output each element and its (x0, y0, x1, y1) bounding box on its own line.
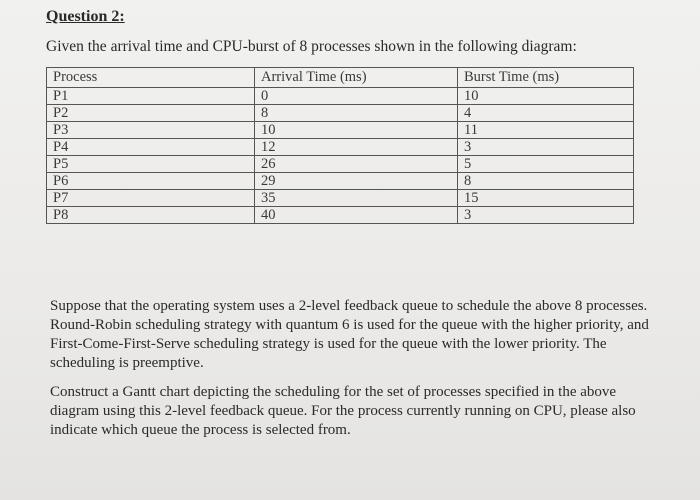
table-row (47, 173, 634, 190)
table-row (47, 207, 634, 224)
cell-process: P2 (47, 105, 255, 122)
table-row (47, 190, 634, 207)
header-burst-time: Burst Time (ms) (458, 68, 634, 88)
cell-process: P1 (47, 88, 255, 105)
cell-process: P8 (47, 207, 255, 224)
table-row (47, 156, 634, 173)
table-row (47, 88, 634, 105)
cell-process: P5 (47, 156, 255, 173)
table-row (47, 105, 634, 122)
cell-process: P4 (47, 139, 255, 156)
cell-arrival: 12 (255, 139, 458, 156)
cell-burst: 3 (458, 207, 634, 224)
header-process: Process (47, 68, 255, 88)
table-row (47, 139, 634, 156)
cell-arrival: 26 (255, 156, 458, 173)
cell-burst: 8 (458, 173, 634, 190)
cell-arrival: 8 (255, 105, 458, 122)
table-row (47, 122, 634, 139)
cell-burst: 11 (458, 122, 634, 139)
question-heading: Question 2: (46, 8, 125, 25)
cell-process: P6 (47, 173, 255, 190)
scheduling-description: Suppose that the operating system uses a 2-level feedback queue to schedule the above 8 processes. Round-Robin scheduling strategy with quantum 6 is used for the queue with the higher priority, and First-Come-First-Serve scheduling strategy is used for the queue with the lower priority. The scheduling is preemptive. (50, 298, 649, 371)
cell-burst: 5 (458, 156, 634, 173)
header-arrival-time: Arrival Time (ms) (255, 68, 458, 88)
task-instruction: Construct a Gantt chart depicting the scheduling for the set of processes specified in the above diagram using this 2-level feedback queue. For the process currently running on CPU, please also indicate which queue the process is selected from. (50, 384, 636, 438)
cell-arrival: 40 (255, 207, 458, 224)
cell-burst: 4 (458, 105, 634, 122)
cell-arrival: 35 (255, 190, 458, 207)
cell-burst: 10 (458, 88, 634, 105)
cell-process: P3 (47, 122, 255, 139)
cell-burst: 15 (458, 190, 634, 207)
table-header-row (47, 68, 634, 88)
intro-text: Given the arrival time and CPU-burst of 8 processes shown in the following diagram: (46, 38, 577, 55)
cell-process: P7 (47, 190, 255, 207)
process-table (46, 67, 634, 224)
cell-burst: 3 (458, 139, 634, 156)
cell-arrival: 29 (255, 173, 458, 190)
cell-arrival: 0 (255, 88, 458, 105)
cell-arrival: 10 (255, 122, 458, 139)
